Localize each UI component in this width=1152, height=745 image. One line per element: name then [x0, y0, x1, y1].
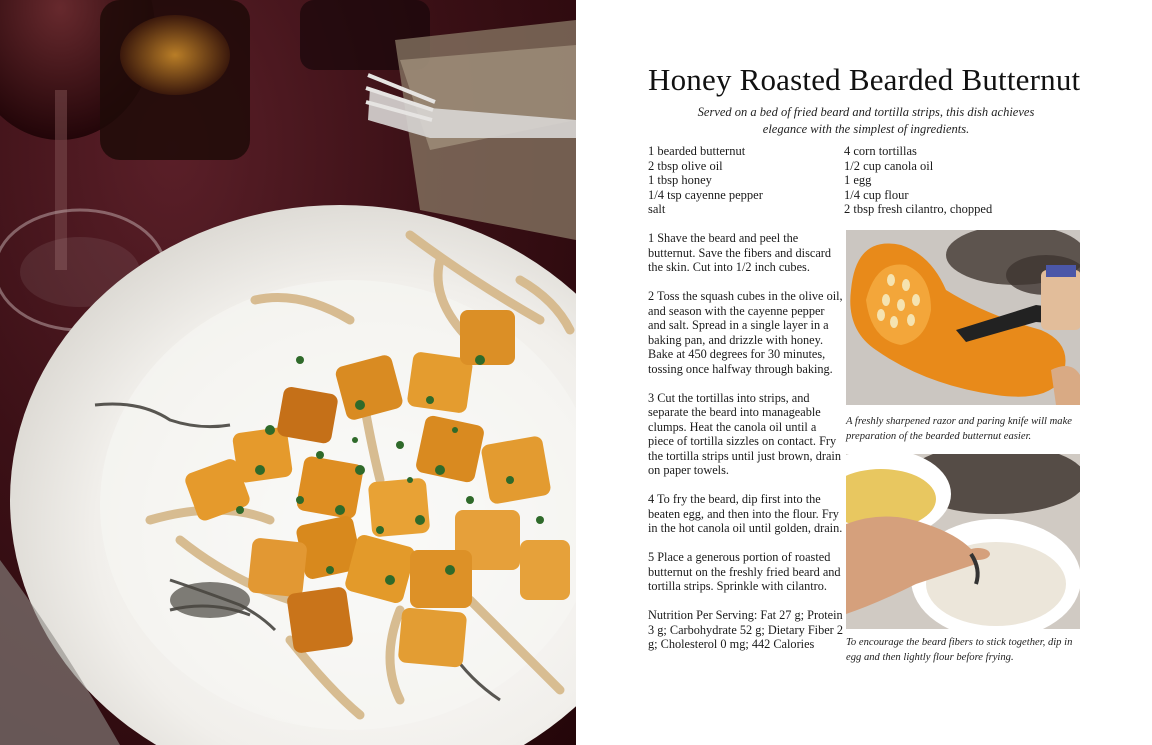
nutrition-info: Nutrition Per Serving: Fat 27 g; Protein 3 g; Carbohydrate 52 g; Dietary Fiber 2 g; Cholesterol 0 mg; 442 Calories: [648, 608, 843, 651]
ingredient-item: salt: [648, 202, 666, 216]
ingredient-item: 2 tbsp olive oil: [648, 158, 723, 173]
ingredient-item: 1 egg: [844, 173, 872, 187]
butternut-shaving-photo: [846, 230, 1080, 405]
ingredient-item: 1 tbsp honey: [648, 173, 712, 187]
step-4: 4 To fry the beard, dip first into the beaten egg, and then into the flour. Fry in the hot canola oil until golden, drain.: [648, 492, 843, 535]
photo-caption-1: A freshly sharpened razor and paring knife will make preparation of the bearded butternut easier.: [846, 416, 1072, 442]
ingredient-item: 1 bearded butternut: [648, 144, 746, 158]
photo-caption-2: To encourage the beard fibers to stick together, dip in egg and then lightly flour before frying.: [846, 637, 1073, 663]
recipe-page: [576, 0, 1152, 745]
ingredient-item: 4 corn tortillas: [844, 144, 917, 158]
napkin-and-fork: [366, 20, 576, 240]
ingredients-list-right: [844, 144, 992, 217]
ingredient-item: 2 tbsp fresh cilantro, chopped: [844, 202, 993, 216]
recipe-subtitle: Served on a bed of fried beard and tortilla strips, this dish achieves elegance with the simplest of ingredients.: [697, 105, 1035, 136]
step-1: 1 Shave the beard and peel the butternut. Save the fibers and discard the skin. Cut into 1/2 inch cubes.: [648, 231, 832, 274]
ingredient-item: 1/2 cup canola oil: [844, 158, 934, 173]
ingredients-list-left: [648, 144, 763, 217]
recipe-title: Honey Roasted Bearded Butternut: [648, 62, 1081, 97]
ingredient-item: 1/4 cup flour: [844, 187, 909, 202]
ingredient-item: 1/4 tsp cayenne pepper: [648, 187, 763, 202]
beard-flouring-photo: [846, 454, 1080, 629]
step-3: 3 Cut the tortillas into strips, and separate the beard into manageable clumps. Heat the canola oil until a piece of tortilla sizzles on contact. Fry the tortilla strips until just brown, drain on paper towels.: [648, 390, 841, 477]
step-2: 2 Toss the squash cubes in the olive oil, and season with the cayenne pepper and salt. Spread in a single layer in a baking pan, and drizzle with honey. Bake at 450 degrees for 30 minutes, tossing once halfway through baking.: [648, 289, 843, 376]
step-5: 5 Place a generous portion of roasted butternut on the freshly fried beard and tortilla strips. Sprinkle with cilantro.: [648, 550, 841, 593]
recipe-steps: [648, 231, 844, 652]
